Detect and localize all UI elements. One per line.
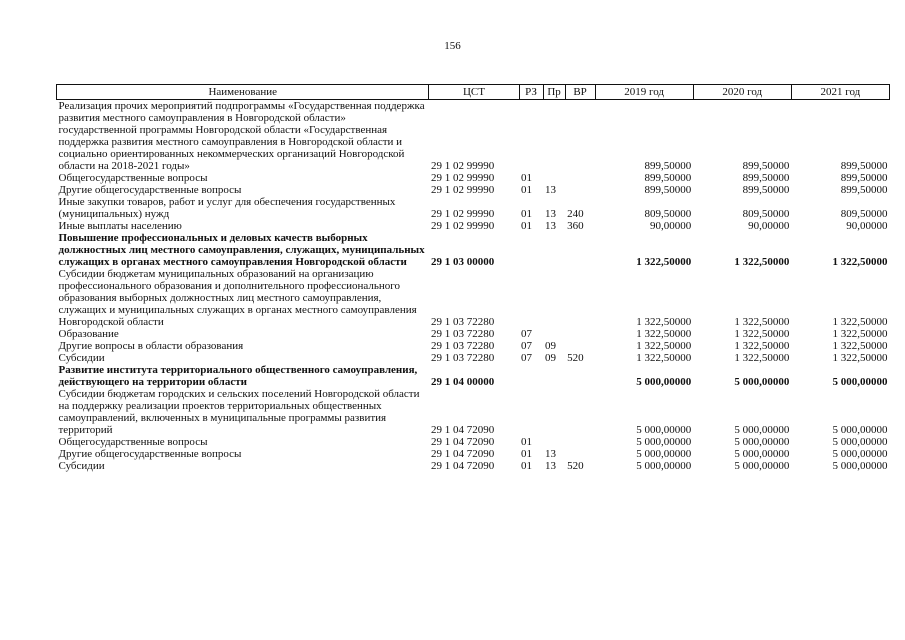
row-pr: [543, 436, 565, 448]
table-body: [57, 100, 890, 473]
row-2019: 5 000,00000: [636, 376, 692, 388]
row-2019: 809,50000: [644, 208, 692, 220]
table-header: [57, 85, 890, 100]
table-row: [57, 100, 890, 173]
row-2021: 1 322,50000: [832, 256, 888, 268]
row-name: Иные закупки товаров, работ и услуг для обеспечения государственных (муниципальных) нужд: [58, 196, 396, 220]
row-2021: 1 322,50000: [832, 328, 888, 340]
header-2019: 2019 год: [595, 85, 693, 100]
row-2019: 5 000,00000: [636, 424, 692, 436]
table-row: [57, 172, 890, 184]
table-row: [57, 268, 890, 328]
row-2021: 1 322,50000: [832, 316, 888, 328]
row-rz: 01: [521, 460, 533, 472]
row-2020: 899,50000: [742, 172, 790, 184]
row-name: Иные выплаты населению: [58, 220, 182, 232]
table-row: [57, 388, 890, 436]
header-name: Наименование: [57, 85, 429, 100]
row-cst: 29 1 03 72280: [430, 328, 495, 340]
row-2019: 5 000,00000: [636, 448, 692, 460]
row-rz: [519, 388, 543, 436]
row-pr: [543, 100, 565, 173]
row-2021: 899,50000: [840, 160, 888, 172]
header-row: [57, 85, 890, 100]
table-row: [57, 196, 890, 220]
row-cst: 29 1 02 99990: [430, 184, 495, 196]
row-2020: 809,50000: [742, 208, 790, 220]
row-pr: [543, 328, 565, 340]
row-vr: 520: [567, 460, 584, 472]
header-rz: РЗ: [519, 85, 543, 100]
row-rz: 07: [521, 352, 533, 364]
header-pr: Пр: [543, 85, 565, 100]
row-cst: 29 1 03 72280: [430, 316, 495, 328]
row-vr: [565, 184, 595, 196]
row-vr: [565, 268, 595, 328]
row-vr: 520: [567, 352, 584, 364]
table-row: [57, 184, 890, 196]
row-pr: [543, 364, 565, 388]
row-2021: 5 000,00000: [832, 436, 888, 448]
row-2020: 90,00000: [748, 220, 790, 232]
header-cst: ЦСТ: [429, 85, 519, 100]
row-pr: [543, 232, 565, 268]
row-name: Субсидии: [58, 352, 105, 364]
row-2020: 5 000,00000: [734, 460, 790, 472]
row-rz: 01: [521, 448, 533, 460]
row-2021: 899,50000: [840, 184, 888, 196]
row-vr: [565, 232, 595, 268]
row-2020: 899,50000: [742, 184, 790, 196]
row-2020: 5 000,00000: [734, 376, 790, 388]
row-2020: 1 322,50000: [734, 352, 790, 364]
row-rz: [519, 232, 543, 268]
row-pr: 13: [545, 208, 557, 220]
row-pr: 13: [545, 460, 557, 472]
row-2020: 5 000,00000: [734, 424, 790, 436]
row-2020: 1 322,50000: [734, 340, 790, 352]
row-2021: 1 322,50000: [832, 340, 888, 352]
row-2021: 5 000,00000: [832, 460, 888, 472]
row-rz: [519, 364, 543, 388]
table-row: [57, 436, 890, 448]
row-cst: 29 1 02 99990: [430, 172, 495, 184]
row-2021: 1 322,50000: [832, 352, 888, 364]
row-2020: 5 000,00000: [734, 448, 790, 460]
row-pr: 13: [545, 220, 557, 232]
row-cst: 29 1 02 99990: [430, 160, 495, 172]
row-pr: 13: [545, 184, 557, 196]
row-name: Субсидии бюджетам городских и сельских поселений Новгородской области на поддержку реализации проектов территориальных общественных самоуправлений, включенных в муниципальные программы развития территорий: [58, 388, 420, 436]
row-2021: 5 000,00000: [832, 424, 888, 436]
row-name: Другие общегосударственные вопросы: [58, 448, 242, 460]
row-2019: 899,50000: [644, 184, 692, 196]
row-rz: [519, 268, 543, 328]
row-2020: 1 322,50000: [734, 316, 790, 328]
row-name: Другие общегосударственные вопросы: [58, 184, 242, 196]
row-2019: 1 322,50000: [636, 340, 692, 352]
row-2021: 899,50000: [840, 172, 888, 184]
budget-table: [56, 84, 890, 472]
row-name: Субсидии бюджетам муниципальных образований на организацию профессионального образования и дополнительного профессионального образования выборных должностных лиц местного самоуправления, служащих и муниципальных служащих в органах местного самоуправления Новгородской области: [58, 268, 417, 328]
row-rz: 07: [521, 328, 533, 340]
row-rz: 07: [521, 340, 533, 352]
row-2019: 5 000,00000: [636, 436, 692, 448]
table-row: [57, 364, 890, 388]
row-2019: 899,50000: [644, 160, 692, 172]
row-cst: 29 1 04 72090: [430, 460, 495, 472]
table-row: [57, 328, 890, 340]
row-rz: 01: [521, 208, 533, 220]
row-rz: 01: [521, 220, 533, 232]
table-row: [57, 340, 890, 352]
row-2021: 5 000,00000: [832, 448, 888, 460]
table-row: [57, 352, 890, 364]
row-name: Общегосударственные вопросы: [58, 172, 208, 184]
row-cst: 29 1 03 00000: [430, 256, 495, 268]
row-2019: 899,50000: [644, 172, 692, 184]
row-vr: [565, 328, 595, 340]
row-2019: 90,00000: [649, 220, 692, 232]
row-2021: 90,00000: [846, 220, 888, 232]
row-pr: [543, 388, 565, 436]
table-row: [57, 448, 890, 460]
row-rz: 01: [521, 184, 533, 196]
row-vr: [565, 172, 595, 184]
row-2020: 5 000,00000: [734, 436, 790, 448]
row-cst: 29 1 02 99990: [430, 220, 495, 232]
row-2021: 5 000,00000: [832, 376, 888, 388]
row-2019: 1 322,50000: [636, 328, 692, 340]
row-name: Субсидии: [58, 460, 105, 472]
row-cst: 29 1 02 99990: [430, 208, 495, 220]
header-vr: ВР: [565, 85, 595, 100]
table-row: [57, 220, 890, 232]
row-vr: [565, 364, 595, 388]
row-name: Другие вопросы в области образования: [58, 340, 244, 352]
row-name: Повышение профессиональных и деловых качеств выборных должностных лиц местного самоуправления, служащих, муниципальных служащих в органах местного самоуправления Новгородской области: [58, 232, 425, 268]
row-vr: [565, 100, 595, 173]
row-2019: 1 322,50000: [636, 256, 692, 268]
row-name: Реализация прочих мероприятий подпрограммы «Государственная поддержка развития местного самоуправления в Новгородской области» государственной программы Новгородской области «Государственная поддержка развития местного самоуправления в Новгородской области и социально ориентированных некоммерческих организаций Новгородской области на 2018-2021 годы»: [58, 100, 425, 172]
row-name: Общегосударственные вопросы: [58, 436, 208, 448]
row-rz: [519, 100, 543, 173]
row-cst: 29 1 04 00000: [430, 376, 495, 388]
row-2019: 1 322,50000: [636, 316, 692, 328]
row-vr: [565, 448, 595, 460]
header-2021: 2021 год: [791, 85, 889, 100]
row-2019: 1 322,50000: [636, 352, 692, 364]
row-cst: 29 1 03 72280: [430, 340, 495, 352]
row-pr: 09: [545, 352, 557, 364]
row-2020: 899,50000: [742, 160, 790, 172]
row-2020: 1 322,50000: [734, 256, 790, 268]
row-2019: 5 000,00000: [636, 460, 692, 472]
row-rz: 01: [521, 436, 533, 448]
row-pr: [543, 268, 565, 328]
row-vr: [565, 388, 595, 436]
table-row: [57, 232, 890, 268]
row-pr: 13: [545, 448, 557, 460]
row-vr: 240: [567, 208, 584, 220]
row-2020: 1 322,50000: [734, 328, 790, 340]
row-cst: 29 1 03 72280: [430, 352, 495, 364]
row-name: Образование: [58, 328, 119, 340]
row-vr: [565, 340, 595, 352]
row-vr: 360: [567, 220, 584, 232]
row-name: Развитие института территориального общественного самоуправления, действующего на территории области: [58, 364, 418, 388]
row-cst: 29 1 04 72090: [430, 424, 495, 436]
row-rz: 01: [521, 172, 533, 184]
table-row: [57, 460, 890, 472]
row-pr: 09: [545, 340, 557, 352]
row-vr: [565, 436, 595, 448]
row-cst: 29 1 04 72090: [430, 436, 495, 448]
page-number: 156: [444, 40, 461, 52]
header-2020: 2020 год: [693, 85, 791, 100]
row-pr: [543, 172, 565, 184]
row-2021: 809,50000: [840, 208, 888, 220]
row-cst: 29 1 04 72090: [430, 448, 495, 460]
